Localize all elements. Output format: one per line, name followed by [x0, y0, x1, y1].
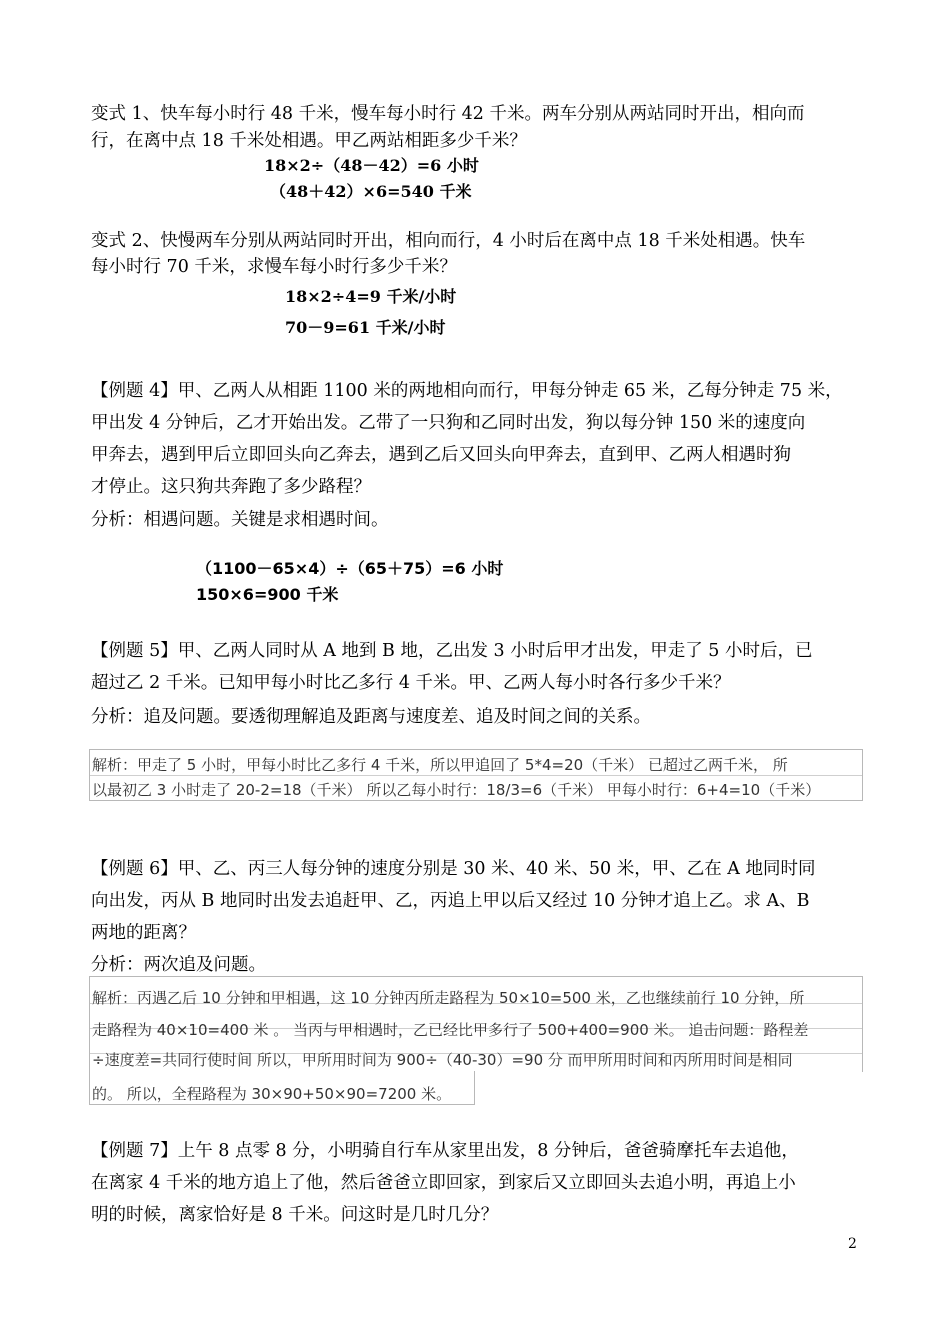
example6-solution-line4: 的。 所以，全程路程为 30×90+50×90=7200 米。	[92, 1085, 452, 1103]
example7-line1: 【例题 7】上午 8 点零 8 分，小明骑自行车从家里出发，8 分钟后，爸爸骑摩托车去追他，	[91, 1141, 799, 1161]
example6-line3: 两地的距离？	[91, 923, 196, 943]
variant1-line2: 行，在离中点 18 千米处相遇。甲乙两站相距多少千米？	[91, 131, 527, 151]
variant1-calc1: 18×2÷（48－42）=6 小时	[264, 156, 479, 175]
variant2-line2: 每小时行 70 千米，求慢车每小时行多少千米？	[91, 257, 457, 277]
example6-analysis: 分析：两次追及问题。	[91, 955, 266, 975]
example4-line4: 才停止。这只狗共奔跑了多少路程？	[91, 477, 371, 497]
page-number: 2	[848, 1236, 857, 1252]
example7-line2: 在离家 4 千米的地方追上了他，然后爸爸立即回家，到家后又立即回头去追小明，再追上小	[91, 1173, 796, 1193]
example6-line2: 向出发，丙从 B 地同时出发去追赶甲、乙，丙追上甲以后又经过 10 分钟才追上乙。求 A、B	[91, 891, 810, 911]
example5-line1: 【例题 5】甲、乙两人同时从 A 地到 B 地，乙出发 3 小时后甲才出发，甲走了 5 小时后，已	[91, 641, 813, 661]
example6-solution-line2: 走路程为 40×10=400 米 。 当丙与甲相遇时，乙已经比甲多行了 500+400=900 米。 追击问题：路程差	[92, 1021, 809, 1039]
example5-solution-line2: 以最初乙 3 小时走了 20-2=18（千米） 所以乙每小时行：18/3=6（千米） 甲每小时行：6+4=10（千米）	[92, 781, 821, 799]
variant2-line1: 变式 2、快慢两车分别从两站同时开出，相向而行，4 小时后在离中点 18 千米处相遇。快车	[91, 231, 806, 251]
example6-solution-box-tail	[89, 1071, 475, 1105]
example4-calc2: 150×6=900 千米	[196, 585, 339, 604]
example5-line2: 超过乙 2 千米。已知甲每小时比乙多行 4 千米。甲、乙两人每小时各行多少千米？	[91, 673, 731, 693]
example7-line3: 明的时候，离家恰好是 8 千米。问这时是几时几分？	[91, 1205, 499, 1225]
example6-line1: 【例题 6】甲、乙、丙三人每分钟的速度分别是 30 米、40 米、50 米，甲、乙在 A 地同时同	[91, 859, 816, 879]
example4-analysis: 分析：相遇问题。关键是求相遇时间。	[91, 510, 389, 530]
example6-solution-box	[89, 976, 863, 1072]
example4-line1: 【例题 4】甲、乙两人从相距 1100 米的两地相向而行，甲每分钟走 65 米，乙每分钟走 75 米，	[91, 381, 843, 401]
example4-line2: 甲出发 4 分钟后，乙才开始出发。乙带了一只狗和乙同时出发，狗以每分钟 150 米的速度向	[91, 413, 806, 433]
example5-analysis: 分析：追及问题。要透彻理解追及距离与速度差、追及时间之间的关系。	[91, 707, 651, 727]
example5-solution-line1: 解析：甲走了 5 小时，甲每小时比乙多行 4 千米，所以甲追回了 5*4=20（千米） 已超过乙两千米， 所	[92, 756, 788, 774]
example6-solution-line1: 解析：丙遇乙后 10 分钟和甲相遇，这 10 分钟丙所走路程为 50×10=500 米，乙也继续前行 10 分钟，所	[92, 989, 805, 1007]
example6-solution-line3: ÷速度差=共同行使时间 所以，甲所用时间为 900÷（40-30）=90 分 而甲所用时间和丙所用时间是相同	[92, 1051, 793, 1069]
example4-calc1: （1100－65×4）÷（65＋75）=6 小时	[196, 559, 504, 578]
variant1-calc2: （48＋42）×6=540 千米	[270, 182, 472, 201]
variant1-line1: 变式 1、快车每小时行 48 千米，慢车每小时行 42 千米。两车分别从两站同时开出，相向而	[91, 104, 805, 124]
variant2-calc1: 18×2÷4=9 千米/小时	[285, 287, 457, 306]
example5-solution-box	[89, 749, 863, 801]
example4-line3: 甲奔去，遇到甲后立即回头向乙奔去，遇到乙后又回头向甲奔去，直到甲、乙两人相遇时狗	[91, 445, 791, 465]
variant2-calc2: 70－9=61 千米/小时	[285, 318, 446, 337]
